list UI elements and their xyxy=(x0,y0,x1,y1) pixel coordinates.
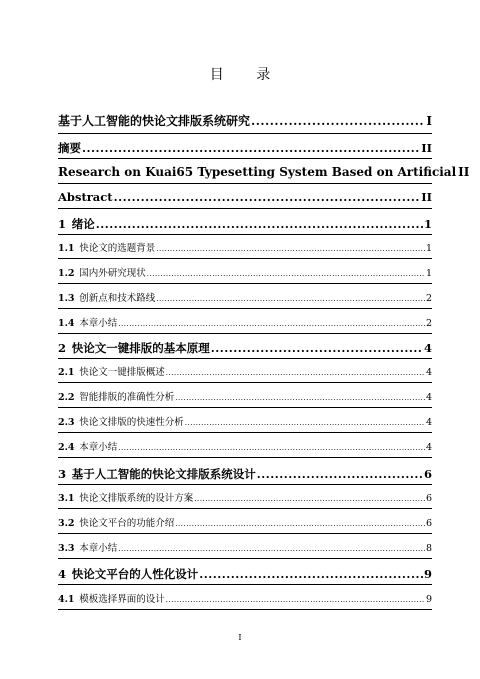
toc-divider xyxy=(58,258,432,259)
toc-entry-title xyxy=(58,591,165,605)
page-number: I xyxy=(238,633,242,642)
toc-leader-dots xyxy=(118,444,425,452)
toc-divider xyxy=(58,609,432,610)
toc-entry-number: 1.2 xyxy=(58,268,75,279)
toc-entry-number: 3 xyxy=(58,467,67,481)
toc-leader-dots xyxy=(211,341,423,355)
toc-entry-text: 基于人工智能的快论文排版系统研究 xyxy=(58,114,251,128)
toc-entry-number: 2.2 xyxy=(58,392,75,403)
toc-entry-text: 快论文排版的快速性分析 xyxy=(79,417,184,428)
toc-entry[interactable] xyxy=(58,240,432,254)
toc-entry-title xyxy=(58,364,165,378)
toc-entry[interactable] xyxy=(58,290,432,304)
toc-entry[interactable] xyxy=(58,490,432,504)
toc-entry-number: 2.4 xyxy=(58,442,75,453)
toc-leader-dots xyxy=(257,467,423,481)
toc-entry-number: 1.1 xyxy=(58,243,75,254)
toc-entry-number: 2.1 xyxy=(58,367,75,378)
toc-leader-dots xyxy=(114,190,421,204)
toc-entry-page: 9 xyxy=(425,594,432,605)
toc-leader-dots xyxy=(175,520,425,528)
toc-entry[interactable] xyxy=(58,515,432,529)
toc-entry-title xyxy=(58,439,117,453)
toc-leader-dots xyxy=(166,369,425,377)
toc-entry-page: 1 xyxy=(425,243,432,254)
toc-entry[interactable] xyxy=(58,190,432,204)
toc-entry-page: 8 xyxy=(425,543,432,554)
toc-divider xyxy=(58,208,432,209)
toc-entry[interactable] xyxy=(58,364,432,378)
toc-entry-title xyxy=(58,315,117,329)
toc-entry-number: 4 xyxy=(58,567,67,581)
toc-entry-title xyxy=(58,515,174,529)
toc-entry-text: 快论文一键排版概述 xyxy=(79,367,165,378)
toc-divider xyxy=(58,432,432,433)
toc-entry-page: II xyxy=(421,141,432,155)
toc-entry-text: 快论文平台的功能介绍 xyxy=(79,518,175,529)
toc-divider xyxy=(58,158,432,159)
toc-entry-text: 基于人工智能的快论文排版系统设计 xyxy=(71,467,256,481)
toc-entry-title xyxy=(58,490,193,504)
toc-entry-title xyxy=(58,340,210,356)
toc-divider xyxy=(58,484,432,485)
toc-divider xyxy=(58,457,432,458)
toc-entry-text: 快论文一键排版的基本原理 xyxy=(71,341,210,355)
toc-entry[interactable] xyxy=(58,216,432,232)
toc-entry-page: 4 xyxy=(423,341,432,355)
toc-entry-page: 4 xyxy=(425,417,432,428)
toc-leader-dots xyxy=(82,141,420,155)
toc-entry-number: 1.3 xyxy=(58,293,75,304)
toc-entry[interactable] xyxy=(58,315,432,329)
toc-entry-number: 4.1 xyxy=(58,594,75,605)
toc-leader-dots xyxy=(147,270,425,278)
toc-divider xyxy=(58,584,432,585)
toc-entry-page: II xyxy=(458,165,470,179)
toc-entry-number: 2.3 xyxy=(58,417,75,428)
toc-entry-page: II xyxy=(421,190,432,204)
toc-entry-page: 4 xyxy=(425,367,432,378)
toc-leader-dots xyxy=(156,245,425,253)
toc-entry-page: 6 xyxy=(423,467,432,481)
toc-entry-title xyxy=(58,414,184,428)
toc-entry-page: I xyxy=(426,114,432,128)
toc-entry[interactable] xyxy=(58,265,432,279)
toc-entry-page: 6 xyxy=(425,493,432,504)
toc-divider xyxy=(58,533,432,534)
toc-divider xyxy=(58,133,432,134)
toc-entry-page: 1 xyxy=(425,268,432,279)
toc-entry-text: 智能排版的准确性分析 xyxy=(79,392,175,403)
toc-entry[interactable] xyxy=(58,466,432,482)
toc-entry-text: 快论文平台的人性化设计 xyxy=(71,567,199,581)
toc-divider xyxy=(58,283,432,284)
toc-entry-page: 1 xyxy=(423,217,432,231)
toc-entry-number: 3.3 xyxy=(58,543,75,554)
toc-divider xyxy=(58,508,432,509)
toc-entry-title xyxy=(58,265,146,279)
toc-entry[interactable] xyxy=(58,439,432,453)
toc-leader-dots xyxy=(199,567,423,581)
toc-entry[interactable] xyxy=(58,566,432,582)
toc-entry-text: Abstract xyxy=(58,190,113,204)
toc-leader-dots xyxy=(156,295,425,303)
toc-entry[interactable] xyxy=(58,414,432,428)
toc-leader-dots xyxy=(166,596,425,604)
toc-entry-number: 1.4 xyxy=(58,318,75,329)
toc-entry[interactable] xyxy=(58,165,470,179)
toc-divider xyxy=(58,407,432,408)
toc-divider xyxy=(58,558,432,559)
toc-entry-title xyxy=(58,140,81,156)
toc-leader-dots xyxy=(118,545,425,553)
toc-leader-dots xyxy=(251,114,425,128)
toc-divider xyxy=(58,382,432,383)
toc-entry-text: 快论文的选题背景 xyxy=(79,243,156,254)
toc-entry-page: 4 xyxy=(425,392,432,403)
toc-leader-dots xyxy=(194,495,425,503)
toc-divider xyxy=(58,333,432,334)
toc-leader-dots xyxy=(185,419,425,427)
toc-entry-page: 2 xyxy=(425,318,432,329)
toc-entry[interactable] xyxy=(58,591,432,605)
toc-entry-text: 本章小结 xyxy=(79,318,118,329)
toc-entry-text: 快论文排版系统的设计方案 xyxy=(79,493,194,504)
toc-entry[interactable] xyxy=(58,112,432,129)
toc-entry[interactable] xyxy=(58,340,432,356)
toc-entry-title xyxy=(58,112,250,129)
toc-entry-text: 模板选择界面的设计 xyxy=(79,594,165,605)
toc-entry-title xyxy=(58,540,117,554)
toc-entry-text: 国内外研究现状 xyxy=(79,268,146,279)
toc-entry-title xyxy=(58,389,174,403)
toc-entry-number: 2 xyxy=(58,341,67,355)
page-title: 目 录 xyxy=(209,67,285,83)
toc-divider xyxy=(58,183,432,184)
toc-entry-title xyxy=(58,466,256,482)
toc-entry-number: 1 xyxy=(58,217,67,231)
toc-entry-title xyxy=(58,165,456,179)
toc-divider xyxy=(58,234,432,235)
toc-entry-number: 3.1 xyxy=(58,493,75,504)
toc-entry-text: 本章小结 xyxy=(79,442,118,453)
toc-entry-title xyxy=(58,216,95,232)
toc-entry-number: 3.2 xyxy=(58,518,75,529)
toc-entry-text: Research on Kuai65 Typesetting System Based on Artificial xyxy=(58,165,457,179)
toc-entry-text: 本章小结 xyxy=(79,543,118,554)
toc-entry-title xyxy=(58,240,155,254)
toc-leader-dots xyxy=(175,394,425,402)
toc-leader-dots xyxy=(118,320,425,328)
toc-entry-title xyxy=(58,566,198,582)
toc-entry-page: 4 xyxy=(425,442,432,453)
toc-entry[interactable] xyxy=(58,540,432,554)
toc-entry[interactable] xyxy=(58,140,432,156)
toc-divider xyxy=(58,308,432,309)
toc-entry-page: 2 xyxy=(425,293,432,304)
toc-entry[interactable] xyxy=(58,389,432,403)
toc-entry-text: 绪论 xyxy=(71,217,95,231)
toc-entry-title xyxy=(58,190,113,204)
toc-divider xyxy=(58,358,432,359)
toc-entry-title xyxy=(58,290,155,304)
toc-entry-text: 创新点和技术路线 xyxy=(79,293,156,304)
toc-entry-page: 9 xyxy=(423,567,432,581)
toc-entry-text: 摘要 xyxy=(58,141,81,155)
toc-leader-dots xyxy=(96,217,423,231)
toc-entry-page: 6 xyxy=(425,518,432,529)
